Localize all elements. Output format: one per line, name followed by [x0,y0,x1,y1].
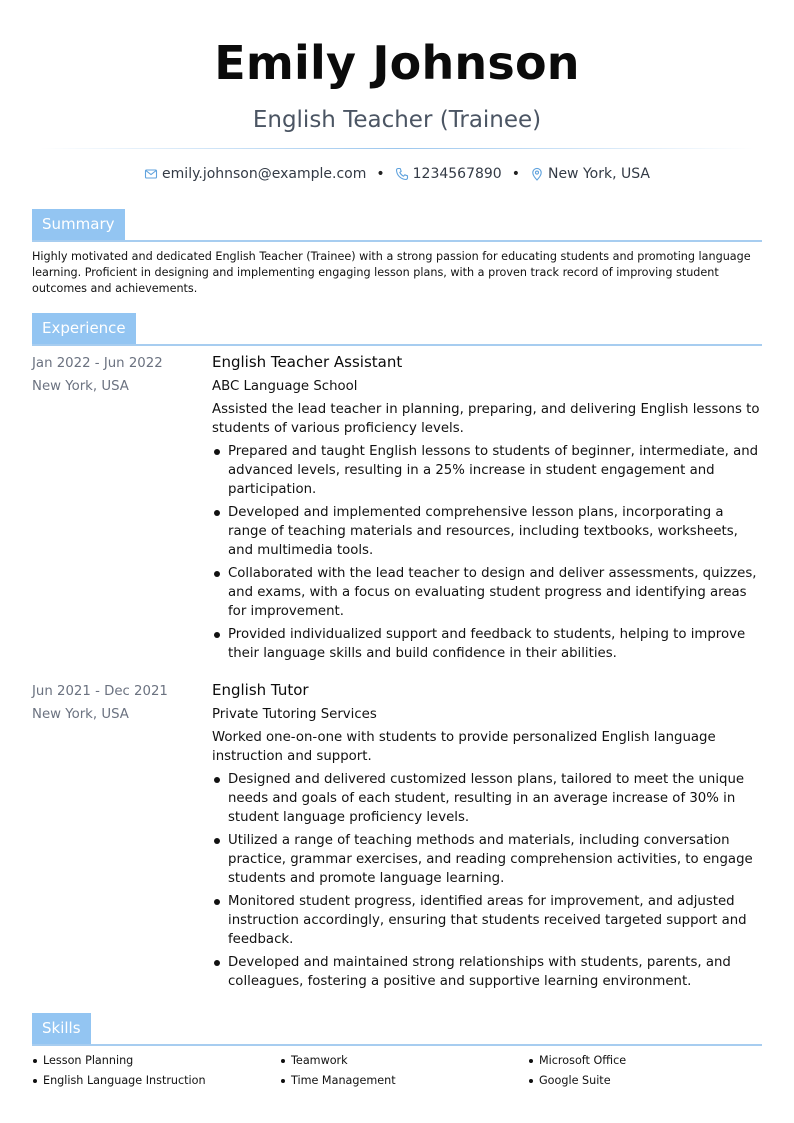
skill-item [528,1053,762,1069]
bullet-text: Developed and implemented comprehensive lesson plans, incorporating a range of teaching materials and resources, including textbooks, worksheets, and multimedia tools. [228,505,738,558]
bullet-text: Developed and maintained strong relationships with students, parents, and colleagues, fostering a positive and supportive learning environment. [228,955,731,989]
experience-company: Private Tutoring Services [212,707,377,722]
header-divider [40,148,754,149]
contact-separator: • [376,166,385,182]
skill-text: Microsoft Office [539,1054,627,1067]
phone-text: 1234567890 [412,166,502,182]
bullet-dot [214,449,220,455]
summary-heading: Summary [32,209,125,240]
experience-role: English Tutor [212,681,309,699]
experience-bullets [212,770,762,991]
bullet-dot [214,960,220,966]
contact-separator: • [511,166,520,182]
skills-list [32,1053,762,1089]
bullet-dot [214,510,220,516]
bullet-item [212,503,762,560]
bullet-dot [214,632,220,638]
bullet-item [212,442,762,499]
candidate-name: Emily Johnson [214,36,580,90]
skill-item [32,1053,280,1069]
skill-text: English Language Instruction [43,1074,206,1087]
location-text: New York, USA [547,166,650,182]
bullet-text: Prepared and taught English lessons to students of beginner, intermediate, and advanced levels, resulting in a 25% increase in student engagement and participation. [228,444,759,497]
bullet-text: Utilized a range of teaching methods and materials, including conversation practice, grammar exercises, and reading comprehension activities, to engage students and promote language learning. [228,833,753,886]
bullet-dot [529,1059,533,1063]
bullet-dot [33,1059,37,1063]
bullet-dot [214,838,220,844]
bullet-item [212,564,762,621]
experience-location: New York, USA [32,379,129,394]
bullet-item [212,892,762,949]
skill-text: Time Management [291,1074,396,1087]
bullet-item [212,831,762,888]
skill-text: Google Suite [539,1074,611,1087]
bullet-dot [529,1079,533,1083]
bullet-dot [214,571,220,577]
experience-bullets [212,442,762,663]
contact-phone[interactable] [395,166,502,182]
skill-item [528,1073,762,1089]
experience-meta [32,680,202,726]
summary-text: Highly motivated and dedicated English Teacher (Trainee) with a strong passion for educating students and promoting language learning. Proficient in designing and implementing engaging lesson plans, with a proven track record of improving student outcomes and achievements. [32,250,751,295]
experience-body [212,680,762,995]
experience-body [212,352,762,667]
experience-heading: Experience [32,313,136,344]
bullet-text: Designed and delivered customized lesson plans, tailored to meet the unique needs and goals of each student, resulting in an average increase of 30% in student language proficiency levels. [228,772,745,825]
bullet-text: Monitored student progress, identified areas for improvement, and adjusted instruction accordingly, ensuring that students received targeted support and feedback. [228,894,747,947]
mail-icon [144,167,158,181]
experience-role: English Teacher Assistant [212,353,403,371]
summary-section-header [32,209,762,242]
bullet-item [212,625,762,663]
experience-company: ABC Language School [212,379,358,394]
experience-description: Assisted the lead teacher in planning, preparing, and delivering English lessons to students of various proficiency levels. [212,402,760,436]
experience-section-header [32,313,762,346]
bullet-dot [33,1079,37,1083]
bullet-dot [214,899,220,905]
bullet-item [212,953,762,991]
experience-dates: Jan 2022 - Jun 2022 [32,356,163,371]
skill-text: Teamwork [291,1054,348,1067]
skill-text: Lesson Planning [43,1054,134,1067]
email-text: emily.johnson@example.com [162,166,367,182]
skills-section-header [32,1013,762,1046]
experience-location: New York, USA [32,707,129,722]
contact-location [530,166,650,182]
bullet-dot [214,777,220,783]
contact-email[interactable] [144,166,366,182]
bullet-text: Provided individualized support and feedback to students, helping to improve their language skills and build confidence in their abilities. [228,627,746,661]
experience-meta [32,352,202,398]
job-title: English Teacher (Trainee) [252,107,542,133]
skills-heading: Skills [32,1013,91,1044]
phone-icon [395,167,409,181]
skill-item [280,1053,528,1069]
location-pin-icon [530,167,544,181]
bullet-dot [281,1059,285,1063]
skill-item [280,1073,528,1089]
skill-item [32,1073,280,1089]
experience-dates: Jun 2021 - Dec 2021 [32,684,168,699]
bullet-item [212,770,762,827]
contact-bar [0,166,794,182]
bullet-dot [281,1079,285,1083]
experience-description: Worked one-on-one with students to provide personalized English language instruction and support. [212,730,716,764]
bullet-text: Collaborated with the lead teacher to design and deliver assessments, quizzes, and exams, with a focus on evaluating student progress and identifying areas for improvement. [228,566,757,619]
